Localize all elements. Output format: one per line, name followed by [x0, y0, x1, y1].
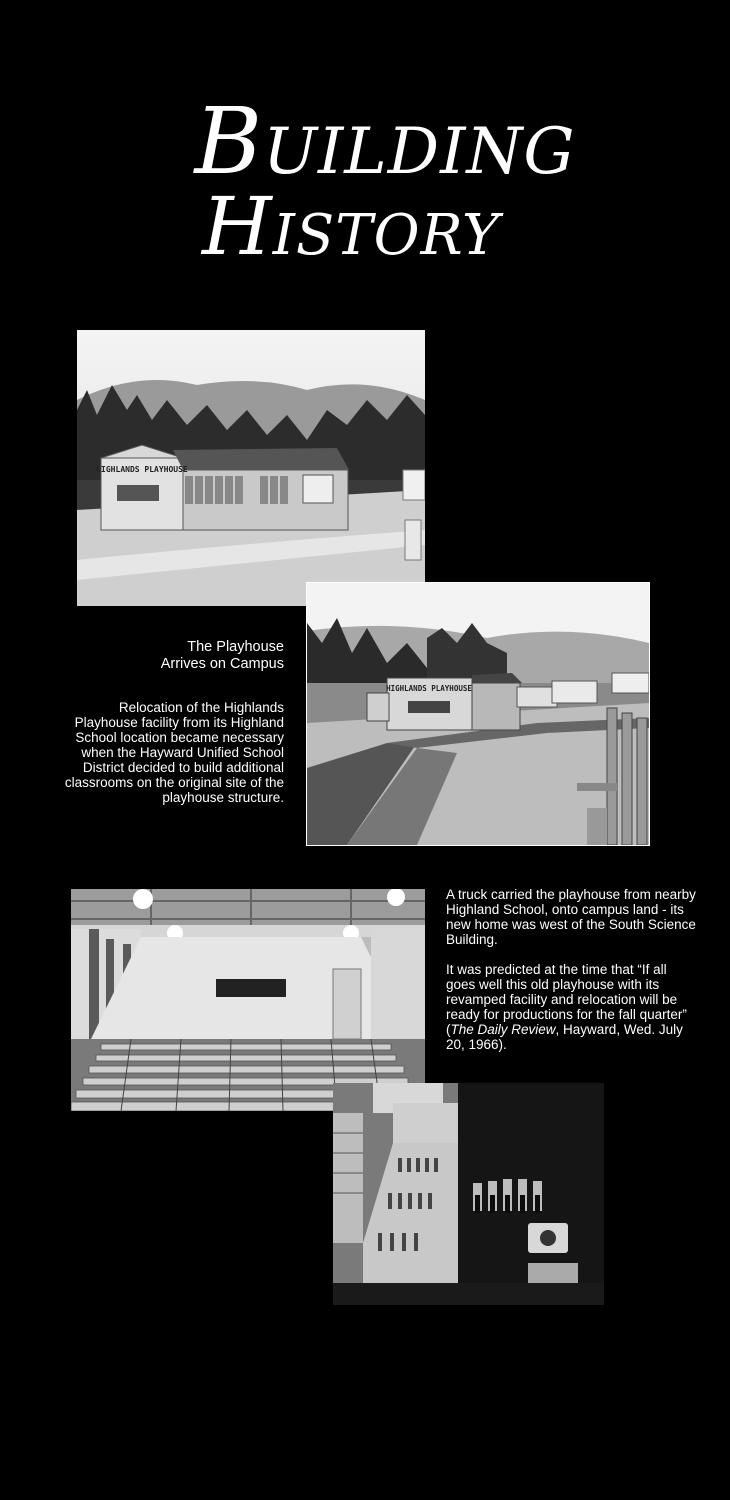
section2-para2-after: , Hayward, Wed. July 20, 1966).: [446, 1022, 683, 1052]
section1-body: Relocation of the Highlands Playhouse facility from its Highland School location became necessary when the Hayward Unified School District decided to build additional classrooms on the original site of the playhouse structure.: [64, 700, 284, 805]
section2-para2-before: It was predicted at the time that “If all goes well this old playhouse with its revamped facility and relocation will be ready for productions for the fall quarter” (: [446, 962, 687, 1037]
photo-playhouse-original-site: [77, 330, 425, 606]
photo2-sign: HIGHLANDS PLAYHOUSE: [386, 684, 472, 693]
title-line-1: Building: [194, 88, 576, 195]
section1-heading-line2: Arrives on Campus: [160, 656, 284, 672]
photo-control-panel: [333, 1083, 604, 1305]
photo-playhouse-on-campus: [306, 582, 650, 846]
section2-para1: A truck carried the playhouse from nearby Highland School, onto campus land - its new home was west of the South Science Building.: [446, 887, 696, 947]
section2-text: [446, 887, 696, 1052]
photo-playhouse-interior: [71, 889, 425, 1111]
section1-heading-line1: The Playhouse: [187, 639, 284, 655]
section1-heading: [100, 639, 284, 673]
title-line-2: History: [202, 180, 500, 273]
photo1-sign: HIGHLANDS PLAYHOUSE: [96, 465, 188, 474]
section2-source: The Daily Review: [450, 1022, 556, 1037]
section2-para2: [446, 962, 696, 1052]
